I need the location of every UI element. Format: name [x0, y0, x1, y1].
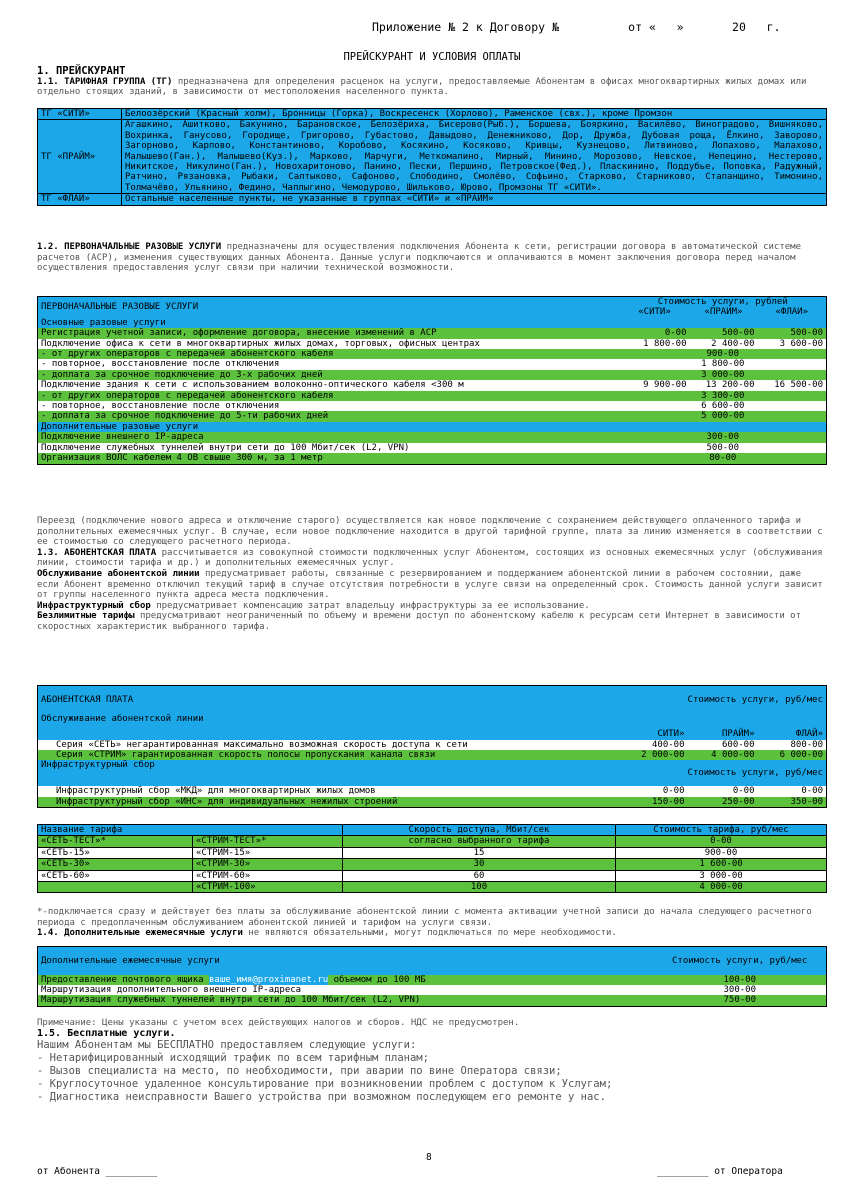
subscription-fee-table: АБОНЕНТСКАЯ ПЛАТА Стоимость услуги, руб/мес Обслуживание абонентской линии СИТИ» ПРАЙМ» ФЛАЙ» Серия «СЕТЬ» негарантированная максимально возможная скорость доступа к сети 400-00 600-00 800-00 Серия «СТРИМ» гарантированная скорость полосы пропускания канала связи 2 000-00 4 000-00 6 000-00 Инфраструктурный сбор Стоимость услуги, руб/мес Инфраструктурный сбор «МКД» для многоквартирных жилых домов 0-00 0-00 0-00 Инфраструктурный сбор «ИНС» для индивидуальных нежилых строений 150-00 250-00 350-00: [37, 685, 827, 808]
table-row: - от других операторов с передачей абонентского кабеля 900-00: [38, 349, 827, 359]
table-row: - доплата за срочное подключение до 3-х рабочих дней 3 000-00: [38, 370, 827, 380]
cost-header: Стоимость услуги, руб/мес: [687, 694, 823, 705]
col-fly: «ФЛАЙ»: [775, 307, 808, 318]
table-row: [38, 194, 827, 205]
table-row: Инфраструктурный сбор «ИНС» для индивидуальных нежилых строений 150-00 250-00 350-00: [38, 797, 827, 808]
table-row: Серия «СЕТЬ» негарантированная максимально возможная скорость доступа к сети 400-00 600-00 800-00: [38, 740, 827, 750]
page-title: ПРЕЙСКУРАНТ И УСЛОВИЯ ОПЛАТЫ: [343, 51, 521, 63]
table-row: [38, 120, 827, 194]
section-1-3-text: Переезд (подключение нового адреса и отключение старого) осуществляется как новое подключение с сохранением действующего оплаченного тарифа и дополнительных ежемесячных услуг. В случае, если новое подключение находится в другой тарифной группе, плата за линию изменяется в соответствии с ее стоимостью со следующего расчетного периода. 1.3. АБОНЕНТСКАЯ ПЛАТА рассчитывается из совокупной стоимости подключенных услуг Абонентом, состоящих из основных ежемесячных услуг (обслуживания линии, стоимости тарифа и др.) и дополнительных ежемесячных услуг. Обслуживание абонентской линии предусматривает работы, связанные с резервированием и поддержанием абонентской линии в рабочем состоянии, даже если Абонент временно отключил текущий тариф в случае отсутствия потребности в услуге связи на определенный срок. Стоимость данной услуги зависит от группы населенного пункта адреса места подключения. Инфраструктурный сбор предусматривает компенсацию затрат владельцу инфраструктуры за ее использование. Безлимитные тарифы предусматривают неограниченный по объему и времени доступ по абонентскому кабелю к ресурсам сети Интернет в зависимости от скоростных характеристик выбранного тарифа.: [37, 516, 823, 632]
table-row: «СЕТЬ-ТЕСТ»* «СТРИМ-ТЕСТ»* согласно выбранного тарифа 0-00: [38, 836, 827, 847]
cost-header: Стоимость услуги, руб/мес: [687, 768, 823, 779]
one-time-services-table: [37, 296, 827, 465]
table-row: «СЕТЬ-15» «СТРИМ-15» 15 900-00: [38, 847, 827, 858]
price-header: Стоимость тарифа, руб/мес: [616, 825, 827, 836]
table-row: «СЕТЬ-60» «СТРИМ-60» 60 3 000-00: [38, 870, 827, 881]
table-row: Маршрутизация служебных туннелей внутри сети до 100 Мбит/сек (L2, VPN) 750-00: [38, 995, 827, 1006]
table-row: Регистрация учетной записи, оформление договора, внесение изменений в АСР 0-00 500-00 500-00: [38, 328, 827, 338]
table-title: Дополнительные ежемесячные услуги: [41, 955, 220, 966]
group-desc: Остальные населенные пункты, не указанные в группах «СИТИ» и «ПРАЙМ»: [122, 194, 827, 205]
table-title: АБОНЕНТСКАЯ ПЛАТА: [41, 694, 134, 705]
section-label: Дополнительные разовые услуги: [41, 421, 199, 432]
section-label: Обслуживание абонентской линии: [41, 713, 204, 724]
additional-monthly-services-table: [37, 946, 827, 1007]
document-header: Приложение № 2 к Договору № от « » 20 г.: [372, 20, 781, 34]
table-row: Предоставление почтового ящика ваше_имя@proximanet.ru объемом до 100 МБ 100-00: [38, 975, 827, 985]
table-row: Организация ВОЛС кабелем 4 ОВ свыше 300 м, за 1 метр 80-00: [38, 453, 827, 464]
table-title: ПЕРВОНАЧАЛЬНЫЕ РАЗОВЫЕ УСЛУГИ: [41, 302, 199, 313]
table-row: - от других операторов с передачей абонентского кабеля 3 300-00: [38, 391, 827, 401]
table-row: «СЕТЬ-30» «СТРИМ-30» 30 1 600-00: [38, 859, 827, 870]
table-row: - повторное, восстановление после отключения 1 800-00: [38, 359, 827, 369]
group-name: ТГ «СИТИ»: [38, 109, 122, 120]
page-number: 8: [426, 1152, 432, 1163]
table-row: Подключение служебных туннелей внутри сети до 100 Мбит/сек (L2, VPN) 500-00: [38, 443, 827, 453]
tariff-list-table: [37, 824, 827, 893]
section-1-4-text: *-подключается сразу и действует без платы за обслуживание абонентской линии с момента активации учетной записи до начала следующего расчетного периода с предоплаченным обслуживанием абонентской линией и тарифом на услуги связи. 1.4. Дополнительные ежемесячные услуги не являются обязательными, могут подключаться по мере необходимости.: [37, 907, 812, 939]
table-row: «СТРИМ-100» 100 4 000-00: [38, 882, 827, 893]
table-row: - повторное, восстановление после отключения 6 600-00: [38, 401, 827, 411]
group-name: ТГ «ФЛАЙ»: [38, 194, 122, 205]
cost-header: Стоимость услуги, рублей: [657, 297, 788, 307]
cost-header: Стоимость услуги, руб/мес: [672, 955, 808, 966]
group-desc: Агашкино, Ашитково, Бакунино, Барановское, Белозёриха, Бисерово(Рыб.), Боршева, Бояркино, Василёво, Виноградово, Вишняково, Вохринка, Ганусово, Городище, Григорово, Губастово, Давыдово, Денежниково, Дор, Дружба, Дубовая роща, Ёлкино, Заворово, Загорново, Карпово, Константиново, Коробово, Косякино, Косяково, Кривцы, Кузнецово, Литвиново, Лопахово, Малахово, Малышево(Ган.), Малышево(Куз.), Марково, Марчуги, Меткомалино, Мирный, Минино, Морозово, Невское, Непецино, Нестерово, Никитское, Никулино(Ган.), Новохаритоново, Панино, Пески, Першино, Петровское(Фед.), Пласкинино, Поддубье, Поповка, Радужный, Ратчино, Рязановка, Рыбаки, Салтыково, Сафоново, Слободино, Смолёво, Софьино, Старково, Старниково, Стапанщино, Тимонино, Толмачёво, Ульянино, Федино, Чаплыгино, Чемодурово, Шильково, Юрово, Промзоны ТГ «СИТИ».: [122, 120, 827, 194]
tariff-name-header: Название тарифа: [38, 825, 343, 836]
table-row: Подключение внешнего IP-адреса 300-00: [38, 432, 827, 442]
paragraph-1-2: 1.2. ПЕРВОНАЧАЛЬНЫЕ РАЗОВЫЕ УСЛУГИ предназначены для осуществления подключения Абонента к сети, регистрации договора в автоматической системе расчетов (АСР), изменения существующих данных Абонента. Данные услуги подключаются и оплачиваются в момент заключения договора перед началом осуществления предоставления услуг связи при наличии технической возможности.: [37, 242, 802, 274]
table-row: Инфраструктурный сбор «МКД» для многоквартирных жилых домов 0-00 0-00 0-00: [38, 786, 827, 796]
group-desc: Белоозёрский (Красный холм), Бронницы (Горка), Воскресенск (Хорлово), Раменское (свх.), кроме Промзон: [122, 109, 827, 120]
section-heading-1: 1. ПРЕЙСКУРАНТ: [37, 65, 126, 77]
col-city: «СИТИ»: [638, 307, 671, 318]
speed-header: Скорость доступа, Мбит/сек: [343, 825, 616, 836]
table-row: Подключение офиса к сети в многоквартирных жилых домах, торговых, офисных центрах 1 800-00 2 400-00 3 600-00: [38, 339, 827, 349]
paragraph-1-1: 1.1. ТАРИФНАЯ ГРУППА (ТГ) предназначена для определения расценок на услуги, предоставляемые Абонентам в офисах многоквартирных жилых домах или отдельно стоящих зданий, в зависимости от местоположения населенного пункта.: [37, 76, 807, 98]
subscriber-signature: от Абонента _________: [37, 1166, 158, 1177]
col-prime: «ПРАЙМ»: [704, 307, 743, 318]
group-name: ТГ «ПРАЙМ»: [38, 120, 122, 194]
table-row: Подключение здания к сети с использованием волоконно-оптического кабеля <300 м 9 900-00 13 200-00 16 500-00: [38, 380, 827, 390]
section-label: Основные разовые услуги: [41, 317, 166, 328]
email-link[interactable]: ваше_имя@proximanet.ru: [208, 974, 329, 985]
table-row: - доплата за срочное подключение до 5-ти рабочих дней 5 000-00: [38, 411, 827, 421]
table-row: Маршрутизация дополнительного внешнего IP-адреса 300-00: [38, 985, 827, 995]
section-label: Инфраструктурный сбор: [41, 760, 155, 771]
operator-signature: _________ от Оператора: [657, 1166, 783, 1177]
section-1-5: Примечание: Цены указаны с учетом всех действующих налогов и сборов. НДС не предусмотрен. 1.5. Бесплатные услуги. Нашим Абонентам мы БЕСПЛАТНО предоставляем следующие услуги: - Нетарифицированный исходящий трафик по всем тарифным планам; - Вызов специалиста на место, по необходимости, при аварии по вине Оператора связи; - Круглосуточное удаленное консультирование при возникновении проблем с доступом к Услугам; - Диагностика неисправности Вашего устройства при возможном последующем его ремонте у нас.: [37, 1018, 613, 1104]
tariff-groups-table: [37, 108, 827, 206]
table-row: Серия «СТРИМ» гарантированная скорость полосы пропускания канала связи 2 000-00 4 000-00 6 000-00: [38, 750, 827, 760]
table-row: [38, 109, 827, 120]
